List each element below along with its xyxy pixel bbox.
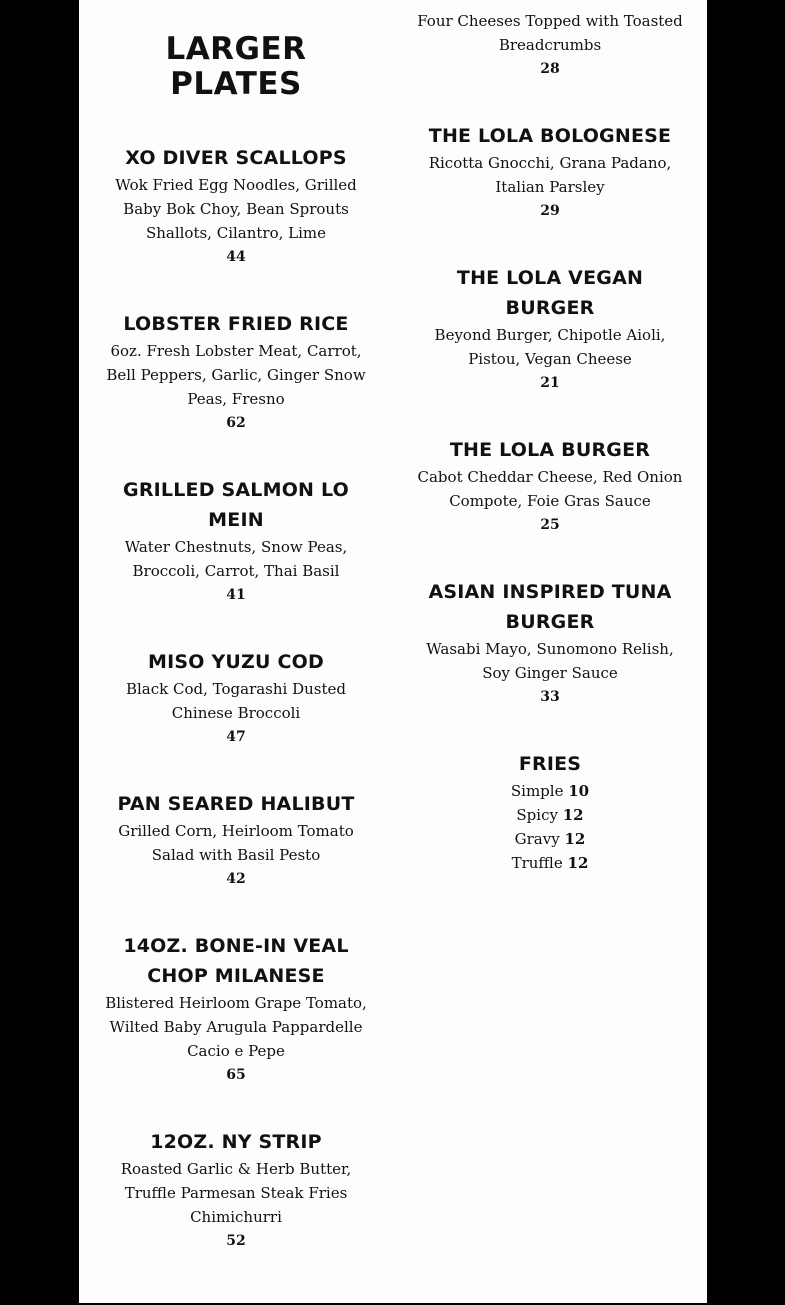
fries-option-price: 12 — [564, 830, 586, 848]
item-name: FRIES — [518, 753, 582, 775]
item-price: 28 — [540, 61, 560, 77]
item-description-line: Soy Ginger Sauce — [482, 664, 618, 682]
fries-option — [393, 803, 707, 827]
menu-item — [393, 263, 707, 395]
menu-item — [105, 931, 367, 1087]
item-description-line: Black Cod, Togarashi Dusted — [125, 680, 346, 698]
item-name: ASIAN INSPIRED TUNA — [428, 581, 672, 603]
menu-item — [105, 647, 367, 749]
item-description-line: Truffle Parmesan Steak Fries — [124, 1184, 348, 1202]
menu-item — [105, 789, 367, 891]
item-name: BURGER — [505, 297, 595, 319]
menu-item — [105, 143, 367, 269]
item-name: 14OZ. BONE-IN VEAL — [123, 935, 349, 957]
item-price: 41 — [226, 587, 246, 603]
item-name: MISO YUZU COD — [148, 651, 324, 673]
menu-item — [393, 577, 707, 709]
fries-option-label: Spicy — [516, 806, 558, 824]
menu-item — [393, 9, 707, 81]
item-description-line: Pistou, Vegan Cheese — [468, 350, 632, 368]
item-description-line: Wilted Baby Arugula Pappardelle — [109, 1018, 363, 1036]
item-name: THE LOLA BOLOGNESE — [428, 125, 672, 147]
menu-item — [105, 475, 367, 607]
fries-option — [393, 851, 707, 875]
menu-item — [105, 309, 367, 435]
item-description-line: Four Cheeses Topped with Toasted — [417, 12, 683, 30]
menu-item — [105, 1127, 367, 1253]
fries-item — [393, 749, 707, 875]
menu-item — [393, 435, 707, 537]
fries-option-price: 12 — [562, 806, 584, 824]
item-price: 47 — [226, 729, 246, 745]
item-description-line: Roasted Garlic & Herb Butter, — [120, 1160, 352, 1178]
item-description-line: Salad with Basil Pesto — [151, 846, 321, 864]
item-description-line: Chimichurri — [190, 1208, 282, 1226]
fries-option-label: Gravy — [514, 830, 560, 848]
fries-option — [393, 827, 707, 851]
item-description-line: Cabot Cheddar Cheese, Red Onion — [417, 468, 683, 486]
section-title-line: PLATES — [170, 66, 302, 102]
item-description-line: Wasabi Mayo, Sunomono Relish, — [426, 640, 674, 658]
item-description-line: Broccoli, Carrot, Thai Basil — [132, 562, 340, 580]
item-description-line: Baby Bok Choy, Bean Sprouts — [123, 200, 349, 218]
item-description-line: Wok Fried Egg Noodles, Grilled — [115, 176, 357, 194]
item-description-line: Blistered Heirloom Grape Tomato, — [105, 994, 367, 1012]
item-price: 29 — [540, 203, 560, 219]
item-price: 44 — [226, 249, 246, 265]
section-title — [105, 32, 367, 102]
fries-option-price: 10 — [568, 782, 590, 800]
item-description-line: Water Chestnuts, Snow Peas, — [124, 538, 348, 556]
menu-item — [393, 121, 707, 223]
item-price: 25 — [540, 517, 560, 533]
item-price: 21 — [540, 375, 560, 391]
item-name: XO DIVER SCALLOPS — [125, 147, 347, 169]
fries-option-label: Truffle — [511, 854, 563, 872]
item-description-line: Cacio e Pepe — [187, 1042, 285, 1060]
fries-option — [393, 779, 707, 803]
item-name: LOBSTER FRIED RICE — [123, 313, 349, 335]
item-price: 52 — [226, 1233, 246, 1249]
item-description-line: Breadcrumbs — [498, 36, 602, 54]
item-description-line: Ricotta Gnocchi, Grana Padano, — [428, 154, 672, 172]
item-name: PAN SEARED HALIBUT — [117, 793, 355, 815]
item-description-line: Beyond Burger, Chipotle Aioli, — [434, 326, 666, 344]
section-title-line: LARGER — [165, 31, 307, 67]
item-price: 33 — [540, 689, 560, 705]
item-name: THE LOLA VEGAN — [456, 267, 644, 289]
item-name: BURGER — [505, 611, 595, 633]
fries-option-price: 12 — [567, 854, 589, 872]
item-description-line: Grilled Corn, Heirloom Tomato — [118, 822, 354, 840]
item-price: 62 — [226, 415, 246, 431]
item-name: CHOP MILANESE — [147, 965, 325, 987]
item-name: MEIN — [208, 509, 264, 531]
item-name: 12OZ. NY STRIP — [150, 1131, 322, 1153]
item-description-line: Shallots, Cilantro, Lime — [145, 224, 327, 242]
item-price: 42 — [226, 871, 246, 887]
item-name: GRILLED SALMON LO — [123, 479, 349, 501]
item-description-line: Italian Parsley — [495, 178, 605, 196]
item-price: 65 — [226, 1067, 246, 1083]
fries-option-label: Simple — [510, 782, 564, 800]
item-description-line: Chinese Broccoli — [171, 704, 301, 722]
item-description-line: Compote, Foie Gras Sauce — [449, 492, 651, 510]
item-description-line: Bell Peppers, Garlic, Ginger Snow — [106, 366, 366, 384]
menu-page — [79, 0, 707, 1303]
item-name: THE LOLA BURGER — [449, 439, 651, 461]
item-description-line: Peas, Fresno — [187, 390, 285, 408]
item-description-line: 6oz. Fresh Lobster Meat, Carrot, — [110, 342, 362, 360]
